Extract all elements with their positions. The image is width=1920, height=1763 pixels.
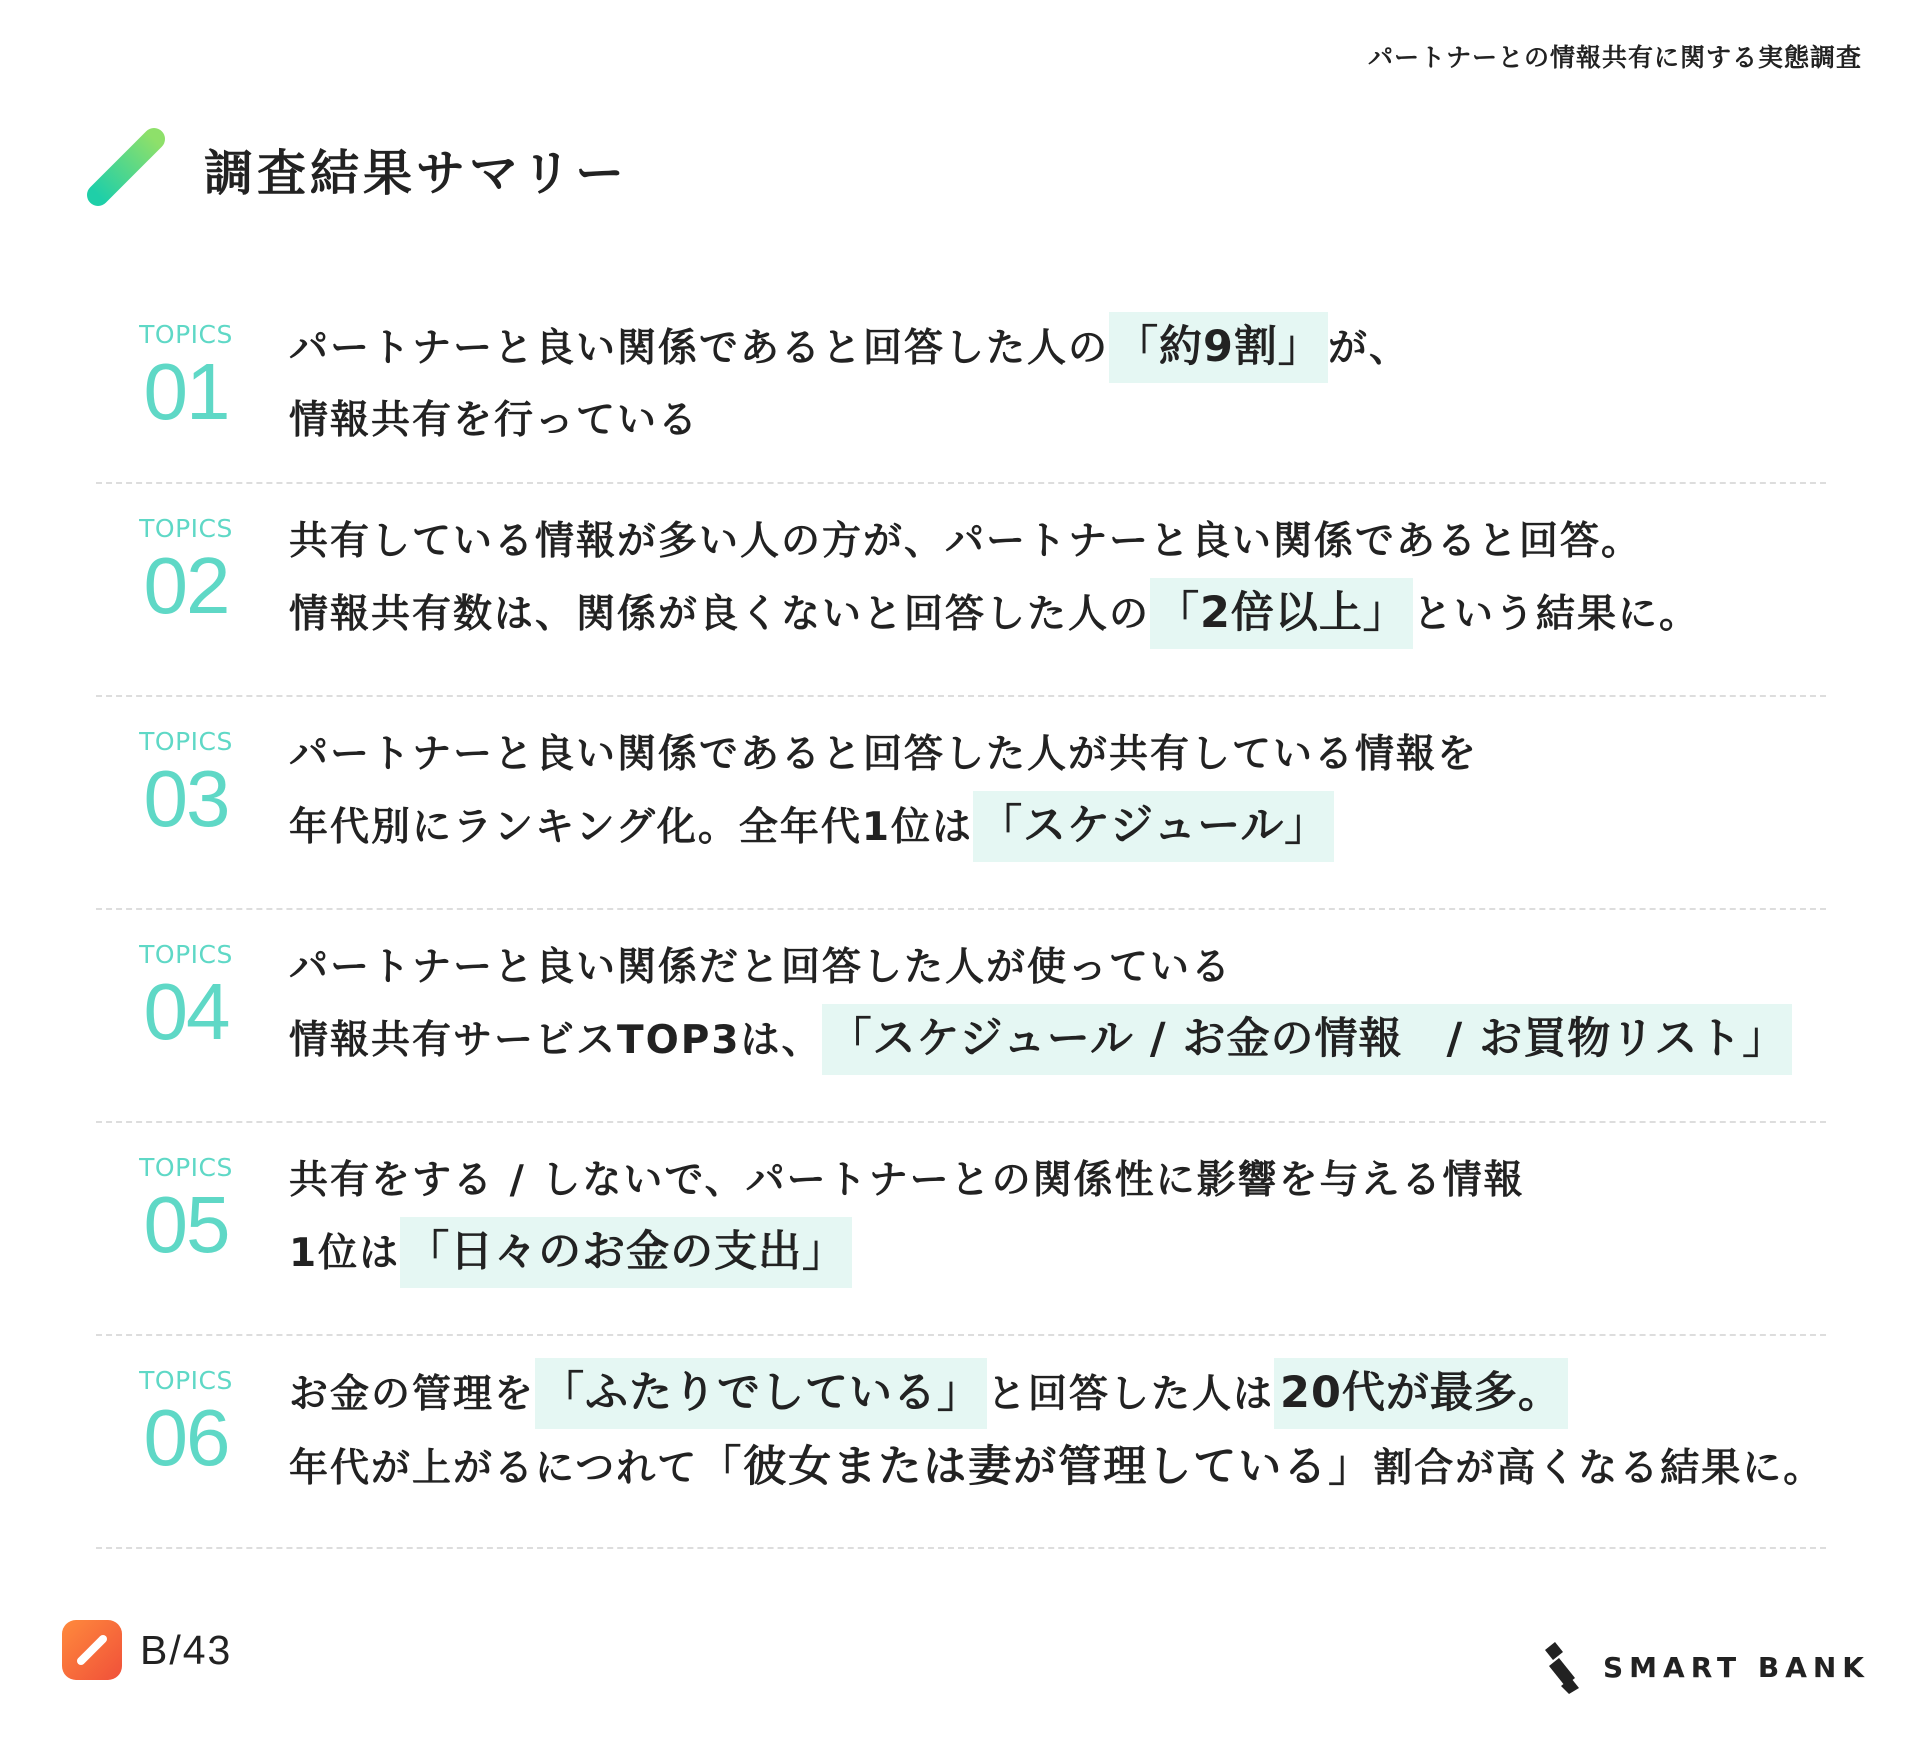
topic-number: 03 [143,754,229,843]
brand-name: SMART BANK [1603,1650,1870,1684]
highlight: 「スケジュール / お金の情報 / お買物リスト」 [822,1004,1792,1075]
topic-number: 01 [143,347,229,436]
highlight: 「日々のお金の支出」 [400,1217,852,1288]
topic-word: TOPICS [139,320,233,349]
topic-word: TOPICS [139,1366,233,1395]
topic-line [289,1004,1792,1077]
topic-label [96,1366,276,1481]
topic-line: 共有をする / しないで、パートナーとの関係性に影響を与える情報 [289,1158,1525,1203]
report-title: パートナーとの情報共有に関する実態調査 [1367,43,1862,72]
topic-item-04 [96,910,1826,1123]
topic-line: 共有している情報が多い人の方が、パートナーと良い関係であると回答。 [289,519,1643,564]
topic-item-06 [96,1336,1826,1549]
text: パートナーと良い関係であると回答した人の [289,326,1110,371]
text: 年代が上がるにつれて [289,1446,699,1491]
highlight: 「2倍以上」 [1150,578,1413,649]
smartbank-logo-icon [1541,1640,1583,1694]
highlight: 「ふたりでしている」 [535,1358,987,1429]
topic-item-01 [96,290,1826,484]
text: お金の管理を [289,1372,536,1417]
page-indicator [62,1620,232,1680]
topic-word: TOPICS [139,514,233,543]
text: が、 [1327,326,1410,371]
topic-item-03 [96,697,1826,910]
topic-word: TOPICS [139,1153,233,1182]
topic-line: パートナーと良い関係であると回答した人が共有している情報を [289,732,1479,777]
topic-text [289,312,1410,457]
topic-text [289,719,1478,864]
topic-line [289,791,1478,864]
topic-line [289,1358,1824,1431]
highlight: 「スケジュール」 [973,791,1334,862]
topic-item-05 [96,1123,1826,1336]
topic-label [96,940,276,1055]
topic-item-02 [96,484,1826,697]
page-number: B/43 [140,1626,233,1673]
emphasis-text: 「彼女または妻が管理している」 [698,1442,1374,1492]
topics-list [96,290,1826,1549]
text: と回答した人は [987,1372,1275,1417]
text: という結果に。 [1412,592,1700,637]
section-title: 調査結果サマリー [204,145,629,202]
highlight: 「約9割」 [1109,312,1328,383]
highlight: 20代が最多。 [1274,1358,1568,1429]
topic-text [289,932,1792,1077]
topic-word: TOPICS [139,727,233,756]
topic-text [289,506,1700,651]
topic-line [289,312,1410,385]
topic-number: 05 [143,1180,229,1269]
topic-word: TOPICS [139,940,233,969]
topic-number: 02 [143,541,229,630]
text: 1位は [289,1231,401,1276]
topic-text [289,1145,1525,1290]
pencil-icon [62,1620,122,1680]
topic-line: パートナーと良い関係だと回答した人が使っている [289,945,1233,990]
text: 割合が高くなる結果に。 [1373,1446,1825,1491]
text: 情報共有数は、関係が良くないと回答した人の [289,592,1151,637]
text: 情報共有サービスTOP3は、 [289,1018,823,1063]
topic-label [96,320,276,435]
topic-label [96,1153,276,1268]
section-header [86,125,628,215]
green-slash-icon [86,125,186,215]
topic-label [96,514,276,629]
topic-line [289,578,1700,651]
brand-logo [1541,1640,1870,1694]
text: 年代別にランキング化。全年代1位は [289,805,973,850]
topic-line [289,1217,1525,1290]
topic-text [289,1358,1824,1505]
topic-number: 06 [143,1393,229,1482]
topic-line: 情報共有を行っている [289,398,700,443]
topic-label [96,727,276,842]
topic-line [289,1431,1824,1505]
topic-number: 04 [143,967,229,1056]
